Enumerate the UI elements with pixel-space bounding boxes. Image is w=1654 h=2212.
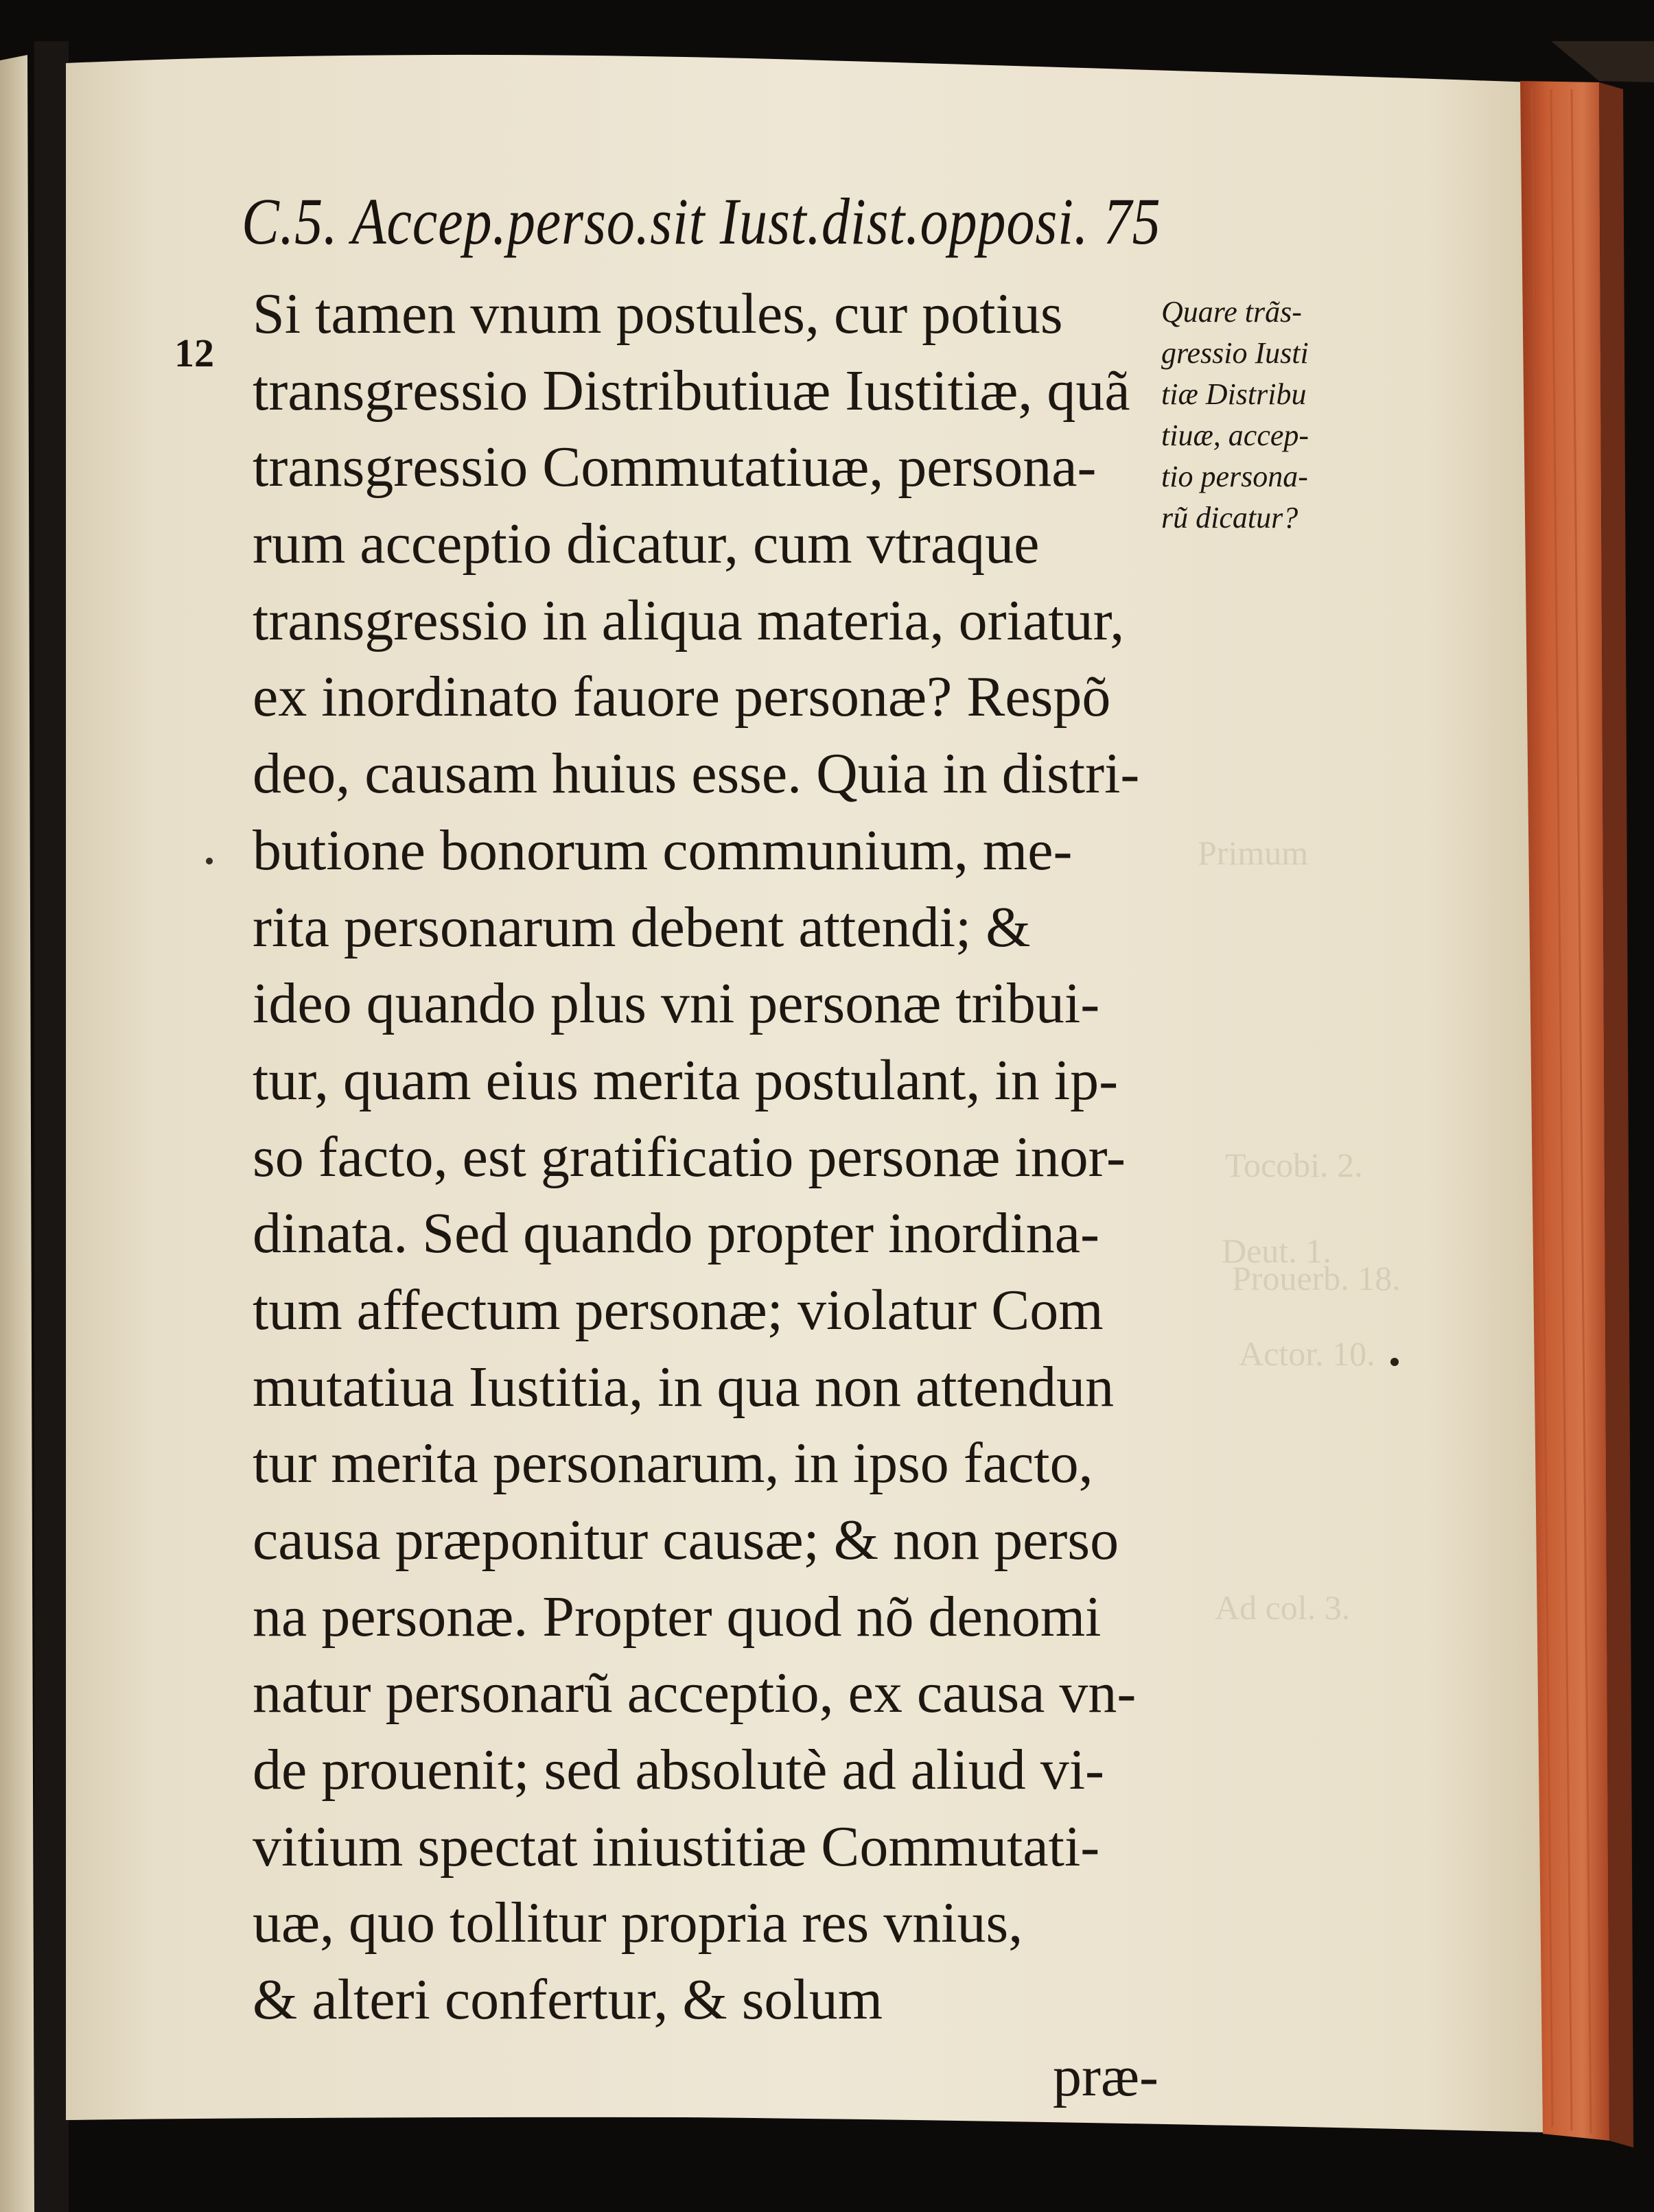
body-line: ex inordinato fauore personæ? Respõ (253, 665, 1111, 729)
svg-text:Deut. 1.: Deut. 1. (1222, 1232, 1331, 1270)
marginal-note (1161, 292, 1381, 539)
body-line: rum acceptio dicatur, cum vtraque (253, 512, 1040, 576)
svg-text:Actor. 10.: Actor. 10. (1239, 1334, 1375, 1373)
body-line: na personæ. Propter quod nõ denomi (253, 1584, 1102, 1649)
marginal-note-line: gressio Iusti (1161, 336, 1309, 370)
body-line: tur merita personarum, in ipso facto, (253, 1431, 1093, 1496)
body-line: transgressio Distributiuæ Iustitiæ, quã (253, 358, 1130, 423)
body-line: natur personarũ acceptio, ex causa vn- (253, 1661, 1137, 1726)
body-line: transgressio Commutatiuæ, persona- (253, 435, 1097, 499)
marginal-note-line: tiæ Distribu (1161, 377, 1307, 411)
body-line: mutatiua Iustitia, in qua non attendun (253, 1354, 1115, 1419)
running-head: C.5. Accep.perso.sit Iust.dist.opposi. 75 (242, 185, 1161, 258)
marginal-note-line: rũ dicatur? (1161, 501, 1298, 534)
body-line: uæ, quo tollitur propria res vnius, (253, 1891, 1023, 1955)
body-line: tum affectum personæ; violatur Com (253, 1278, 1104, 1342)
body-line: causa præponitur causæ; & non perso (253, 1508, 1119, 1572)
body-line: transgressio in aliqua materia, oriatur, (253, 588, 1125, 652)
body-line: & alteri confertur, & solum (253, 1968, 883, 2032)
body-line: deo, causam huius esse. Quia in distri- (253, 742, 1140, 806)
body-line: so facto, est gratificatio personæ inor- (253, 1125, 1126, 1189)
svg-text:Prouerb. 18.: Prouerb. 18. (1232, 1259, 1401, 1297)
marginal-note-line: tiuæ, accep- (1161, 419, 1309, 452)
body-line: butione bonorum communium, me- (253, 818, 1073, 882)
body-line: dinata. Sed quando propter inordina- (253, 1201, 1099, 1266)
body-line: Si tamen vnum postules, cur potius (253, 282, 1063, 346)
marginal-note-line: Quare trãs- (1161, 295, 1302, 329)
bleed-through-text: Primum (1198, 834, 1309, 872)
body-line: ideo quando plus vni personæ tribui- (253, 972, 1100, 1036)
catchword: præ- (1053, 2044, 1158, 2108)
line-number: 12 (174, 331, 214, 375)
body-line: tur, quam eius merita postulant, in ip- (253, 1048, 1119, 1112)
svg-text:Tocobi. 2.: Tocobi. 2. (1225, 1146, 1363, 1184)
body-line: de prouenit; sed absolutè ad aliud vi- (253, 1738, 1105, 1802)
body-line: vitium spectat iniustitiæ Commutati- (253, 1814, 1100, 1879)
svg-text:Ad col. 3.: Ad col. 3. (1215, 1588, 1351, 1627)
body-line: rita personarum debent attendi; & (253, 895, 1031, 959)
marginal-note-line: tio persona- (1161, 460, 1308, 493)
body-text (253, 276, 1158, 2115)
